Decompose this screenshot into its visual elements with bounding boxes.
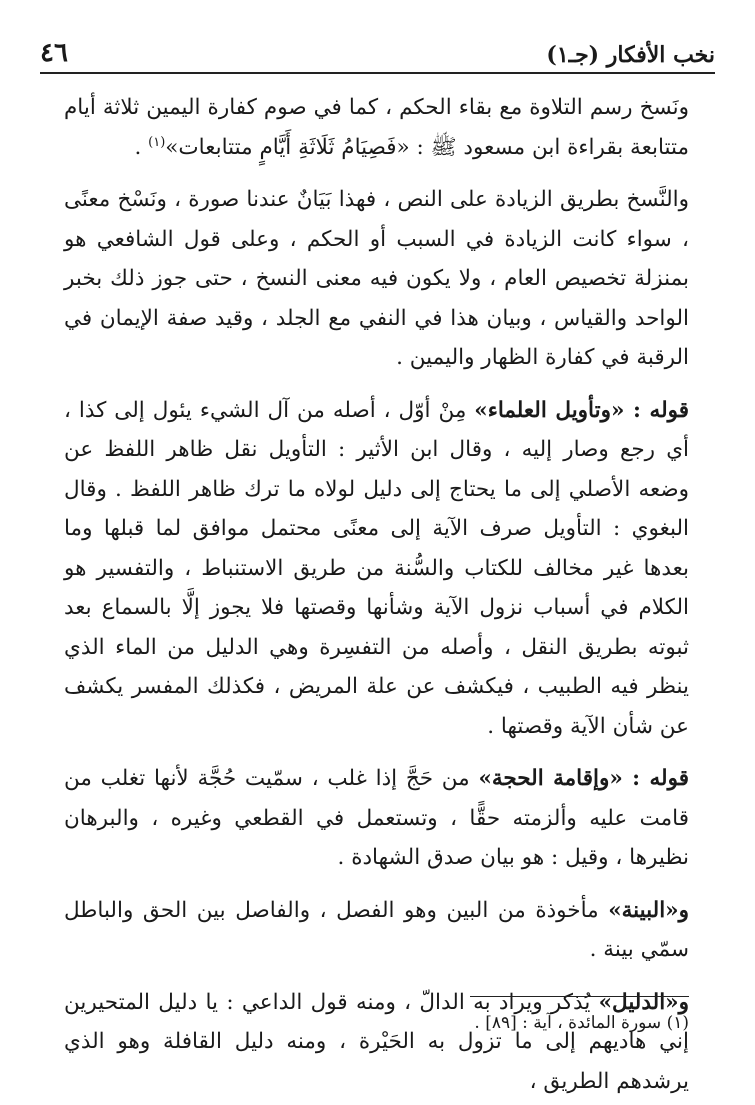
footnote-reference: (١) bbox=[148, 134, 166, 150]
paragraph-text: مأخوذة من البين وهو الفصل ، والفاصل بين الحق والباطل سمّي بينة . bbox=[64, 897, 689, 962]
paragraph-text: ونَسخ رسم التلاوة مع بقاء الحكم ، كما في صوم كفارة اليمين ثلاثة أيام متتابعة بقراءة ابن مسعود ﷺ : «فَصِيَامُ ثَلَاثَةِ أَيَّامٍ متتابعات» bbox=[64, 95, 689, 160]
quoted-term: «وتأويل العلماء» bbox=[474, 397, 625, 423]
paragraph-abrogation-recitation bbox=[64, 88, 689, 167]
paragraph-text: من حَجَّ إذا غلب ، سمّيت حُجَّة لأنها تغلب من قامت عليه وألزمته حقًّا ، وتستعمل في القطعي وغيره ، والبرهان نظيرها ، وقيل : هو بيان صدق الشهادة . bbox=[64, 766, 689, 870]
running-head: نخب الأفكار (جـ١) bbox=[546, 42, 715, 68]
paragraph-hujja bbox=[64, 759, 689, 878]
footnote-divider bbox=[470, 996, 689, 997]
paragraph-tail: . bbox=[134, 134, 149, 160]
paragraph-tawil bbox=[64, 391, 689, 747]
page-body bbox=[64, 88, 689, 1101]
paragraph-lead: و bbox=[678, 897, 689, 923]
paragraph-text: يُذكر ويراد به الدالّ ، ومنه قول الداعي : يا دليل المتحيرين إني هاديهم إلى ما تزول به الحَيْرة ، ومنه دليل القافلة وهو الذي يرشدهم الطريق ، bbox=[64, 989, 689, 1094]
paragraph-lead: و bbox=[678, 989, 689, 1015]
page-number: ٤٦ bbox=[40, 38, 68, 68]
paragraph-dalil bbox=[64, 983, 689, 1102]
paragraph-text: مِنْ أوّل ، أصله من آل الشيء يئول إلى كذا ، أي رجع وصار إليه ، وقال ابن الأثير : التأويل نقل ظاهر اللفظ عن وضعه الأصلي إلى ما يحتاج إلى دليل لولاه ما ترك ظاهر اللفظ . وقال البغوي : التأويل صرف الآية إلى معنًى محتمل موافق لما قبلها وما بعدها غير مخالف للكتاب والسُّنة من طريق الاستنباط ، والتفسير هو الكلام في أسباب نزول الآية وشأنها وقصتها فلا يجوز إلَّا بالسماع بعد ثبوته بطريق النقل ، وأصله من التفسِرة وهي الدليل من الماء الذي ينظر فيه الطبيب ، فيكشف عن علة المريض ، فكذلك المفسر يكشف عن شأن الآية وقصتها . bbox=[64, 397, 689, 739]
paragraph-lead: قوله : bbox=[622, 766, 689, 791]
page-header bbox=[40, 30, 715, 74]
quoted-term: «وإقامة الحجة» bbox=[478, 766, 623, 791]
quoted-term: «الدليل» bbox=[598, 989, 679, 1015]
footnote: (١) سورة المائدة ، آية : [٨٩] . bbox=[474, 1013, 689, 1033]
paragraph-text: والنَّسخ بطريق الزيادة على النص ، فهذا بَيَانٌ عندنا صورة ، ونَسْخ معنًى ، سواء كانت الزيادة في السبب أو الحكم ، وعلى قول الشافعي هو بمنزلة تخصيص العام ، ولا يكون فيه معنى النسخ ، حتى جوز ذلك بخبر الواحد والقياس ، وبيان هذا في النفي مع الجلد ، وقيد صفة الإيمان في الرقبة في كفارة الظهار واليمين . bbox=[64, 187, 689, 370]
paragraph-bayyina bbox=[64, 891, 689, 970]
paragraph-abrogation-addition bbox=[64, 180, 689, 378]
quoted-term: «البينة» bbox=[608, 897, 679, 923]
paragraph-lead: قوله : bbox=[624, 397, 689, 423]
